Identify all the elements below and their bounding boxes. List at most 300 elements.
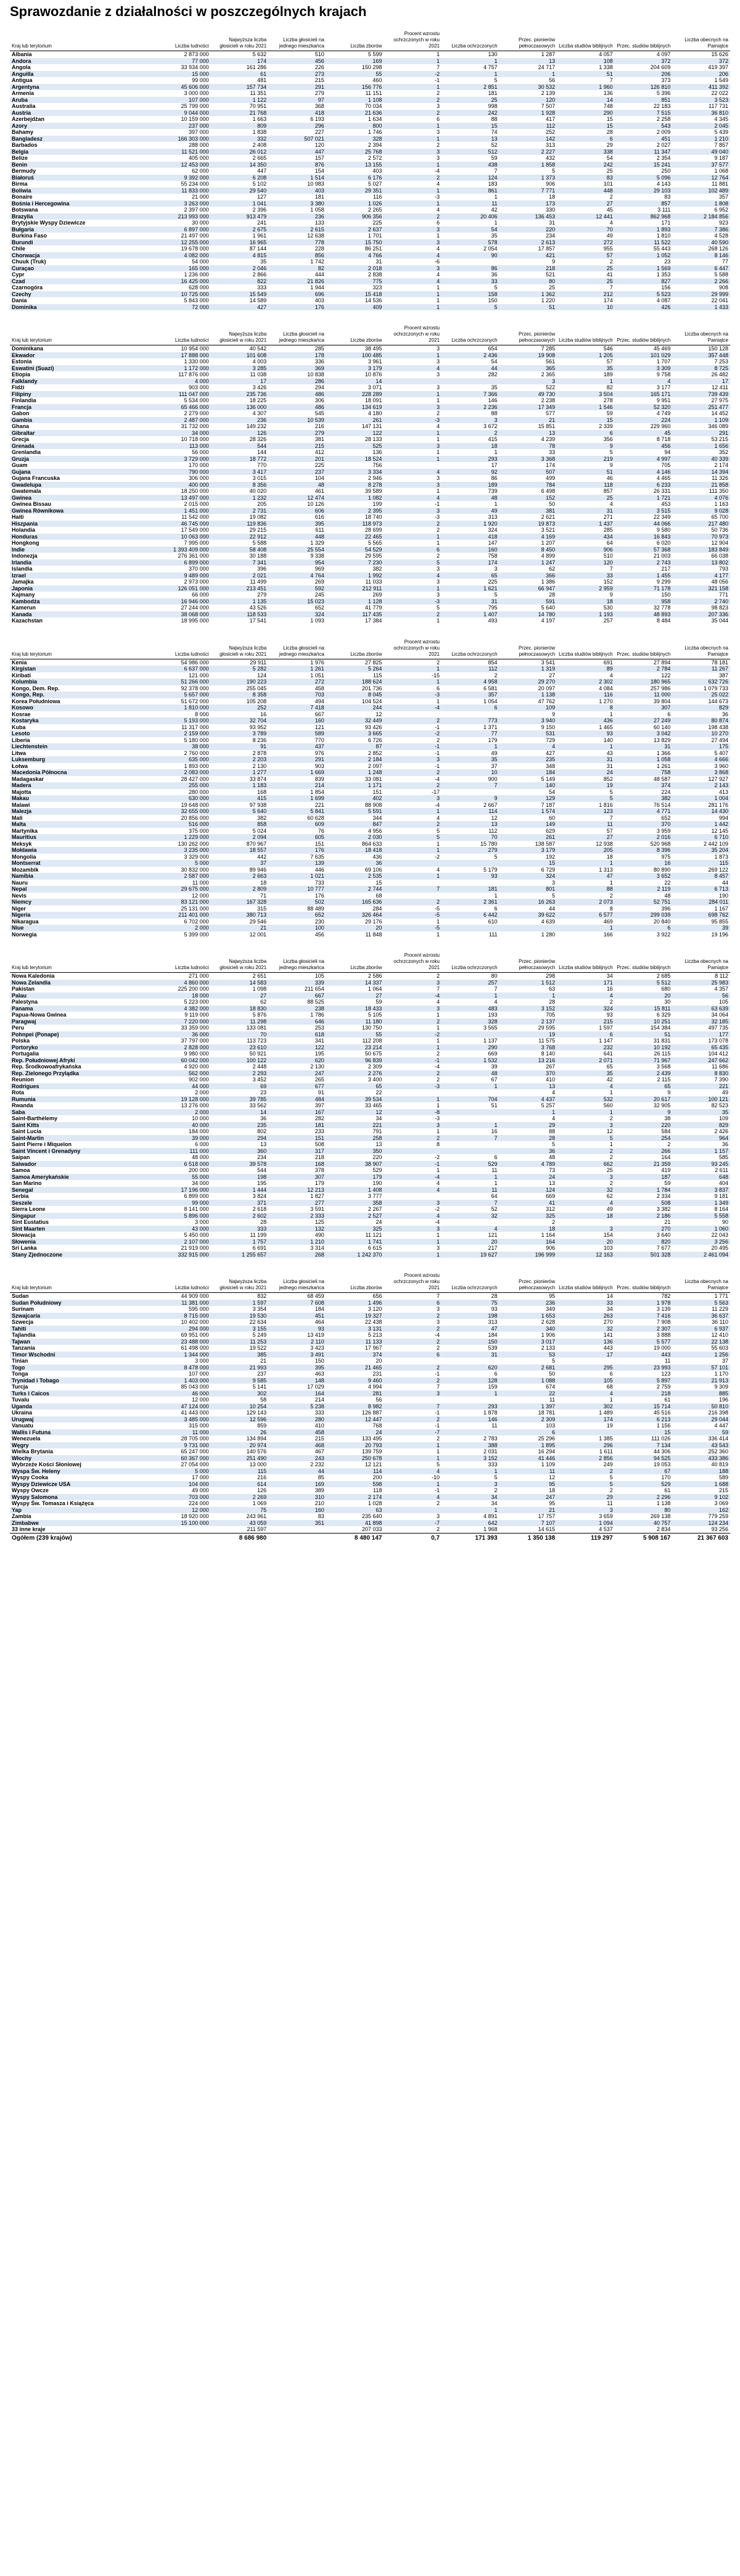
table-cell: 1 (384, 200, 442, 207)
table-cell: 99 000 (192, 77, 209, 84)
table-cell: 29 999 (672, 291, 730, 298)
table-cell: 5 563 (672, 1300, 730, 1307)
country-name: Wybrzeże Kości Słoniowej (12, 1461, 81, 1468)
table-cell: 1 455 (615, 572, 673, 579)
table-cell: 215 (314, 1435, 324, 1442)
column-header: Liczba studiów biblijnych (557, 25, 615, 51)
table-cell: 2 361 (442, 899, 500, 906)
table-cell: 3 (436, 475, 440, 482)
table-cell: 1 721 (615, 495, 673, 502)
country-name: Francja (10, 404, 153, 411)
table-cell: 1 808 (672, 200, 730, 207)
table-cell: 13 (442, 821, 500, 828)
table-cell: 28 427 000 (181, 775, 209, 782)
table-cell: 225 (488, 579, 498, 585)
table-cell: 2 681 (500, 1364, 557, 1371)
table-cell: 118 533 (211, 611, 269, 618)
table-cell: 1 109 (541, 1461, 556, 1468)
table-cell: 226 (314, 64, 324, 71)
table-cell: 18 995 000 (181, 617, 209, 624)
table-cell: 85 (318, 1474, 324, 1481)
table-cell: 2 (384, 1313, 442, 1319)
table-cell: 46 (606, 475, 613, 482)
table-cell: 181 (314, 194, 324, 200)
table-cell: -2 (384, 71, 442, 78)
table-cell: 1 (384, 291, 442, 298)
table-cell: 51 (491, 1102, 498, 1109)
table-cell: 2 016 (615, 834, 673, 841)
table-cell: 9 731 000 (153, 1442, 211, 1449)
table-row (10, 417, 730, 424)
table-cell: 133 081 (246, 1025, 267, 1031)
table-cell: 801 (500, 886, 557, 893)
table-cell: 2 395 (326, 508, 384, 514)
table-cell (442, 789, 500, 796)
column-header: Liczba ludności (153, 633, 211, 659)
table-cell: 35 (491, 384, 498, 391)
table-cell: 113 000 (153, 443, 211, 450)
country-name: Polska (12, 1038, 30, 1044)
table-cell: -2 (434, 1206, 440, 1213)
table-row (10, 345, 730, 352)
table-cell: 93 (557, 730, 615, 737)
table-cell: 3 (384, 404, 442, 411)
country-name: Malta (10, 821, 153, 828)
table-cell: 10 251 (615, 1018, 673, 1025)
country-name: Gwinea Równikowa (10, 508, 153, 514)
column-header: Liczba studiów biblijnych (557, 633, 615, 659)
table-cell: 1 (557, 860, 615, 867)
table-cell: 32 655 000 (153, 808, 211, 815)
table-cell: 667 (314, 711, 324, 717)
table-cell: 196 (718, 1397, 728, 1403)
table-cell: -1 (434, 749, 440, 756)
table-cell: 739 (488, 488, 498, 495)
table-cell: 5 282 (211, 666, 269, 672)
table-cell: 18 (557, 1213, 615, 1220)
country-name: Kosrae (12, 711, 31, 717)
table-cell: 8 356 (211, 482, 269, 489)
table-cell: 47 762 (538, 698, 556, 704)
table-cell: 5 000 (153, 860, 211, 867)
table-cell: 11 180 (326, 1018, 384, 1025)
table-cell: 415 (211, 795, 269, 802)
table-cell: 3 (557, 1226, 615, 1232)
table-cell: 3 (436, 103, 440, 110)
table-cell: 80 (615, 1507, 673, 1514)
table-cell: 375 000 (189, 827, 209, 834)
country-name: Wyspy Owcze (12, 1487, 49, 1494)
table-cell: 4 (436, 999, 440, 1005)
table-cell: 3 (384, 756, 442, 763)
table-cell: 21 359 (615, 1161, 673, 1168)
table-cell: 93 (491, 1306, 498, 1313)
table-cell: 69 951 000 (181, 1332, 209, 1339)
table-cell: 7 386 (672, 226, 730, 233)
table-cell: 54 986 000 (181, 659, 209, 666)
table-cell: 3 015 (252, 475, 267, 482)
table-row (10, 1167, 730, 1174)
column-header: Przec. pionierów pełnoczasowych (500, 946, 557, 973)
column-header: Liczba głosicieli na jednego mieszkańca (268, 1266, 326, 1293)
table-cell: 2 097 (368, 762, 382, 769)
table-cell: 146 (442, 1416, 500, 1423)
table-cell: 3 515 (615, 508, 673, 514)
table-cell: 561 (546, 358, 556, 365)
table-cell: 374 (326, 1352, 384, 1358)
table-cell: 2 (384, 213, 442, 220)
table-cell: 68 (376, 892, 382, 899)
table-row (10, 899, 730, 906)
table-cell: 1 408 (326, 1187, 384, 1194)
table-cell: 3 (436, 566, 440, 572)
table-cell: 1 170 (714, 1371, 728, 1377)
table-cell: -3 (384, 691, 442, 698)
table-cell: 839 (314, 775, 324, 782)
table-cell: 14 (326, 378, 384, 385)
table-cell: 33 359 000 (181, 1025, 209, 1031)
table-cell: 31 (606, 762, 613, 769)
table-cell: 60 042 000 (153, 1057, 211, 1064)
table-cell: 2 031 (483, 1448, 498, 1455)
table-row (10, 291, 730, 298)
table-cell: 61 (211, 71, 269, 78)
table-cell: 133 (314, 220, 324, 226)
table-cell: 325 (500, 1213, 557, 1220)
table-cell: 93 245 (672, 1161, 730, 1168)
country-name: Tahiti (10, 1326, 153, 1332)
table-cell: 76 514 (653, 801, 671, 808)
table-cell: 26 482 (711, 371, 728, 378)
table-cell: 252 360 (708, 1448, 728, 1455)
table-cell: 25 768 (326, 149, 384, 155)
table-row (10, 1384, 730, 1390)
table-cell: 7 (609, 814, 613, 821)
country-name: Indie (10, 547, 153, 553)
table-cell: 139 (268, 860, 326, 867)
table-cell: 66 038 (711, 553, 728, 559)
table-cell: 97 938 (249, 801, 267, 808)
table-row (10, 704, 730, 711)
table-cell: 610 (488, 918, 498, 925)
table-cell: 589 (268, 730, 326, 737)
table-cell: 111 026 (651, 1435, 671, 1442)
table-row (10, 1481, 730, 1488)
table-cell: 9 309 (714, 1384, 728, 1390)
table-cell: 271 (603, 514, 613, 521)
table-cell: 15 023 (268, 598, 326, 605)
table-cell: 299 039 (615, 912, 673, 919)
country-name: Aruba (10, 97, 153, 104)
table-cell: 285 (314, 345, 324, 352)
table-cell: 123 (661, 1371, 671, 1377)
country-name: Bośnia i Hercegowina (10, 200, 153, 207)
table-cell: 49 (606, 233, 613, 239)
table-cell: 6 (384, 547, 442, 553)
column-header: Procent wzrostu ochrzczonych w roku 2021 (384, 319, 442, 345)
table-cell: 4 958 (442, 679, 500, 685)
table-cell: 123 (557, 808, 615, 815)
table-cell: 160 (268, 717, 326, 724)
table-cell: 2 (436, 410, 440, 417)
table-cell: 2 000 (153, 1109, 211, 1116)
table-cell: 5 640 (541, 605, 556, 611)
column-header: Liczba głosicieli na jednego mieszkańca (268, 25, 326, 51)
table-cell: 705 (661, 462, 671, 469)
table-cell: 7 857 (714, 142, 728, 149)
table-cell: 7 635 (310, 853, 324, 860)
country-name: Chile (12, 246, 26, 252)
table-cell: 1 810 000 (153, 704, 211, 711)
table-cell: 21 (500, 1507, 557, 1514)
table-cell: 10 838 (307, 371, 324, 378)
table-cell: 437 (268, 743, 326, 750)
column-header: Liczba ludności (153, 1266, 211, 1293)
table-cell: 224 (615, 417, 673, 424)
table-cell: 360 (211, 1148, 269, 1155)
country-name: Martynika (12, 827, 38, 834)
table-cell: 3 (436, 358, 440, 365)
table-cell: 4 143 (656, 181, 671, 188)
total-cell: 1 350 138 (500, 1533, 557, 1543)
country-name: Wyspy Św. Tomasza i Książęca (12, 1500, 94, 1507)
table-cell: 18 418 (326, 847, 384, 854)
table-cell: 11 (442, 1187, 500, 1194)
table-cell: 27 (549, 672, 556, 679)
table-cell: 29 176 (364, 918, 382, 925)
table-row (10, 220, 730, 226)
table-cell: 1 (384, 1442, 442, 1449)
table-cell: 1 313 (599, 866, 613, 873)
table-row (10, 1416, 730, 1423)
country-name: Belgia (10, 149, 153, 155)
table-cell: 7 (384, 1403, 442, 1410)
table-cell: 4 (436, 271, 440, 278)
country-name: Tanzania (12, 1345, 35, 1352)
table-cell: 2 436 (442, 352, 500, 359)
table-cell: 54 (606, 155, 613, 162)
table-row (10, 304, 730, 311)
table-cell: 2 442 109 (703, 840, 728, 847)
country-name: Palau (10, 993, 153, 999)
table-cell: 156 776 (326, 84, 384, 91)
country-name: Kazachstan (12, 617, 43, 624)
table-cell: 1 (384, 1252, 442, 1258)
table-cell: 522 (546, 384, 556, 391)
table-cell: 13 (500, 58, 557, 65)
table-cell: 2 (384, 1070, 442, 1077)
table-cell: 29 675 000 (153, 886, 211, 893)
table-cell: 253 (314, 1025, 324, 1031)
table-cell: 98 823 (711, 605, 728, 611)
table-cell: 59 (606, 410, 613, 417)
table-cell (384, 462, 442, 469)
table-row (10, 64, 730, 71)
table-cell: 357 (718, 194, 728, 200)
country-name: Kosowo (10, 704, 153, 711)
table-cell: 252 (546, 129, 556, 136)
table-cell: 3 (557, 1122, 615, 1129)
table-cell: 2 675 (211, 226, 269, 233)
table-cell: 923 (718, 220, 728, 226)
table-cell: 3 541 (541, 659, 556, 666)
table-cell: 1 (436, 931, 440, 938)
table-cell: 1 (384, 534, 442, 540)
table-cell: 3 (384, 508, 442, 514)
table-cell: 45 (615, 430, 673, 437)
table-cell: 432 (546, 155, 556, 162)
table-cell: 15 626 (711, 51, 728, 58)
table-cell: 111 (488, 931, 498, 938)
table-cell: 16 (615, 860, 673, 867)
country-name: Kanada (10, 611, 153, 618)
table-cell: 120 (500, 97, 557, 104)
table-cell: 4 000 (153, 378, 211, 385)
table-header-row (10, 25, 730, 51)
table-row (10, 352, 730, 359)
table-cell: 2 651 (252, 973, 267, 980)
table-cell: 26 331 (653, 488, 671, 495)
column-header: Liczba zborów (326, 319, 384, 345)
table-cell: 235 640 (361, 1513, 382, 1520)
table-cell: 8 484 (656, 617, 671, 624)
column-header: Przec. studiów biblijnych (615, 1266, 673, 1293)
table-cell: 154 (603, 1232, 613, 1239)
table-cell: 5 841 (268, 808, 326, 815)
table-cell: 397 (314, 1102, 324, 1109)
table-cell: 70 (442, 834, 500, 841)
table-cell: 324 (557, 1005, 615, 1012)
table-cell: 37 (211, 860, 269, 867)
country-name: Gwatemala (12, 488, 41, 495)
table-cell: 90 (722, 1219, 728, 1226)
table-cell: 144 673 (708, 698, 728, 704)
table-cell: 6 691 (252, 1245, 267, 1252)
table-cell: 152 (500, 495, 557, 502)
table-cell: 453 (661, 501, 671, 508)
table-cell: 2 (384, 611, 442, 618)
table-cell: 419 (661, 1167, 671, 1174)
table-row (10, 77, 730, 84)
table-cell: 38 (664, 1115, 671, 1122)
table-cell: 773 (442, 717, 500, 724)
table-cell: 4 (384, 469, 442, 476)
table-row (10, 867, 730, 873)
table-cell: 77 (442, 730, 500, 737)
table-cell: 18 433 (326, 1005, 384, 1012)
table-cell: 44 (549, 905, 556, 912)
table-cell: 2 (436, 1051, 440, 1057)
table-cell: 1 371 (483, 724, 498, 730)
table-cell: 605 (268, 834, 326, 841)
table-cell: 28 326 (249, 436, 267, 443)
table-cell: 3 940 (500, 717, 557, 724)
table-cell: 50 (549, 1371, 556, 1377)
table-cell: 5 (609, 1474, 613, 1481)
table-cell: 6 (494, 1371, 498, 1377)
table-cell: 21 919 000 (181, 1245, 209, 1252)
table-cell: 1 138 (500, 691, 557, 698)
table-cell: 57 (606, 827, 613, 834)
table-cell: 975 (661, 853, 671, 860)
table-cell: 906 (557, 547, 615, 553)
table-row (10, 1474, 730, 1481)
table-row (10, 226, 730, 233)
table-cell: 12 000 (192, 1397, 209, 1403)
table-cell: 775 (326, 278, 384, 285)
table-cell: 80 874 (672, 717, 730, 724)
table-cell: 13 829 (653, 737, 671, 743)
table-cell: 546 (603, 345, 613, 352)
table-cell: 903 (314, 762, 324, 769)
table-cell: 15 549 (211, 291, 269, 298)
table-cell: 1 041 (211, 200, 269, 207)
column-header: Liczba obecnych na Pamiątce (672, 633, 730, 659)
table-cell: 8 718 (656, 436, 671, 443)
table-cell: 11 000 (615, 691, 673, 698)
table-cell: 397 000 (189, 129, 209, 136)
table-cell: 1 784 (615, 1187, 673, 1194)
table-cell: 388 (442, 1442, 500, 1449)
total-cell: 119 297 (557, 1533, 615, 1543)
table-cell: 42 (606, 1076, 613, 1083)
table-cell: 2 852 (368, 749, 382, 756)
table-cell: -1 (434, 724, 440, 730)
table-row (10, 1364, 730, 1371)
table-cell (557, 1429, 615, 1436)
table-cell: 105 (314, 973, 324, 980)
table-cell: 35 (442, 756, 500, 763)
table-cell: 2 838 (368, 271, 382, 278)
country-name: Korea Południowa (12, 698, 60, 704)
table-cell: 96 839 (326, 1057, 384, 1064)
country-name: Saipan (12, 1154, 30, 1161)
table-cell: 6 897 000 (153, 226, 211, 233)
table-cell: 447 (268, 149, 326, 155)
table-cell: 17 384 (364, 617, 382, 624)
table-cell: 30 188 (249, 553, 267, 559)
table-cell: 4 789 (500, 1161, 557, 1168)
table-cell: 18 250 000 (181, 488, 209, 495)
table-cell: 1 344 000 (153, 1352, 211, 1358)
table-row (10, 1128, 730, 1135)
table-cell: 508 (314, 1141, 324, 1148)
table-row (10, 1148, 730, 1155)
table-row (10, 123, 730, 130)
table-cell: 8 236 (252, 737, 267, 743)
table-cell: 372 (615, 58, 673, 65)
country-name: Ghana (12, 423, 30, 430)
table-cell: 11 (607, 1500, 613, 1507)
country-name: Montserrat (10, 860, 153, 867)
table-cell: 2 107 000 (153, 1239, 211, 1245)
table-cell: 112 208 (362, 1038, 382, 1044)
table-cell: 14 615 (538, 1526, 556, 1533)
table-cell: 6 (557, 1031, 615, 1038)
table-cell: 1 (384, 352, 442, 359)
table-cell: 41 (500, 1200, 557, 1207)
table-cell: 1 757 (211, 1239, 269, 1245)
table-cell: 217 (488, 1245, 498, 1252)
table-cell: 3 (384, 1390, 442, 1397)
table-cell: 12 145 (711, 827, 728, 834)
country-name: Urugwaj (10, 1416, 153, 1423)
table-cell: 139 759 (361, 1448, 382, 1455)
table-cell: -4 (434, 168, 440, 175)
table-cell: 34 (442, 1494, 500, 1501)
table-cell: 59 (664, 1180, 671, 1187)
table-cell: 29 (557, 1494, 615, 1501)
